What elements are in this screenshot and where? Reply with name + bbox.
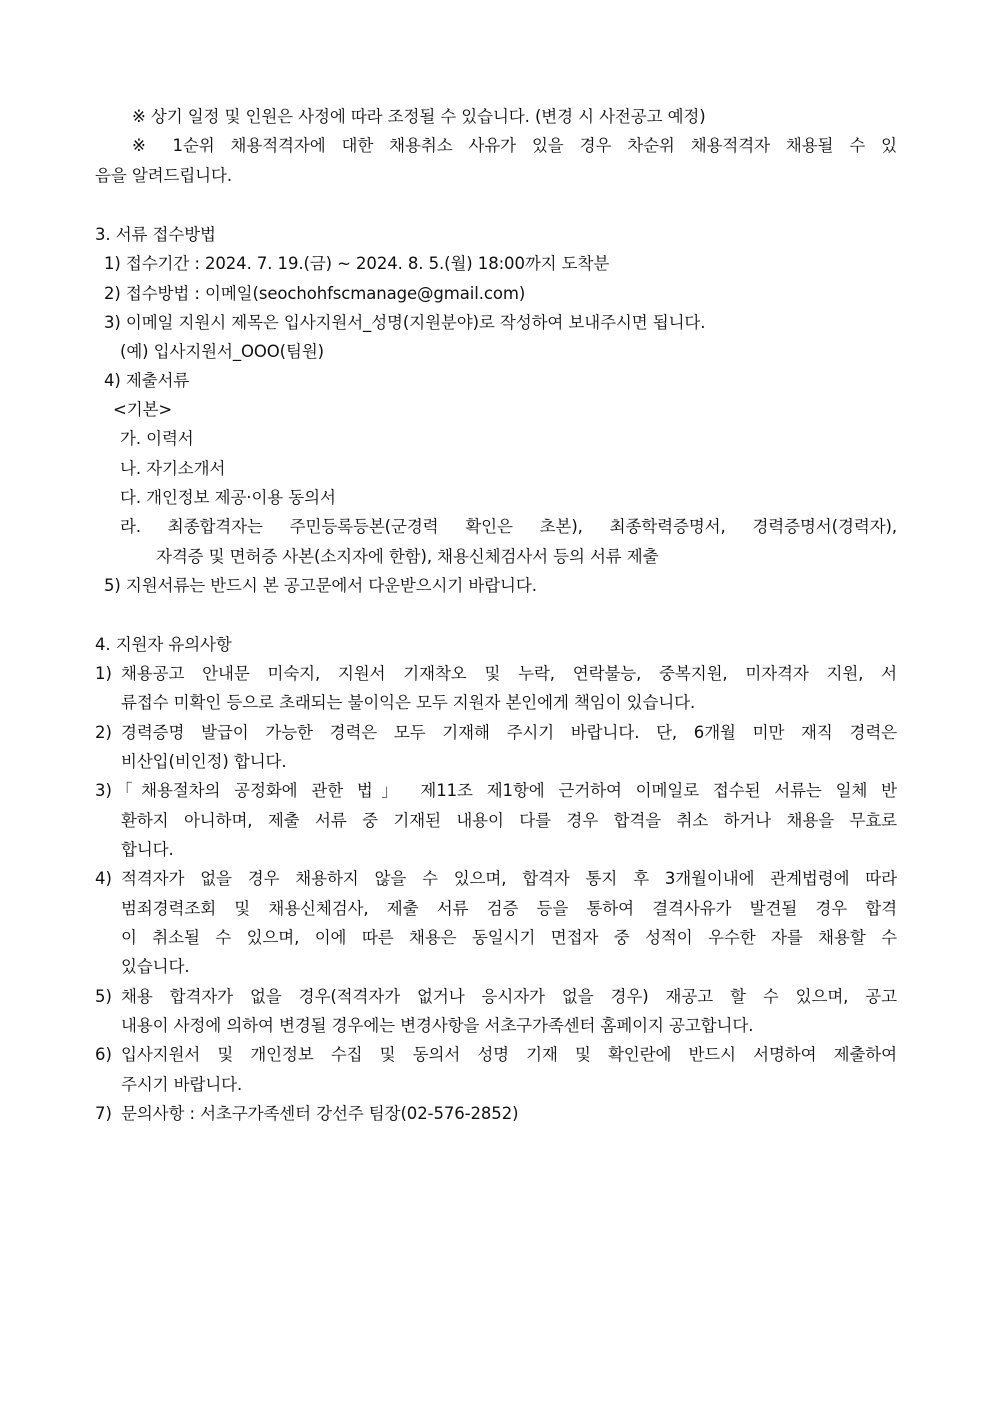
notice-3-line3: 합니다. <box>121 840 174 859</box>
notice-6-line1: 입사지원서 및 개인정보 수집 및 동의서 성명 기재 및 확인란에 반드시 서명하여 제출하여 <box>121 1045 897 1064</box>
notice-2-line1: 경력증명 발급이 가능한 경력은 모두 기재해 주시기 바랍니다. 단, 6개월 미만 재직 경력은 <box>121 723 897 742</box>
notice-3-line1: 「채용절차의 공정화에 관한 법」 제11조 제1항에 근거하여 이메일로 접수된 서류는 일체 반 <box>116 781 897 800</box>
notice-2-line2: 비산입(비인정) 합니다. <box>121 752 287 771</box>
application-method: 2) 접수방법 : 이메일(seochohfscmanage@gmail.com) <box>104 284 526 303</box>
notice-6-number: 6) <box>95 1045 112 1064</box>
doc-final-line2: 자격증 및 면허증 사본(소지자에 한함), 채용신체검사서 등의 서류 제출 <box>156 547 659 566</box>
doc-privacy-consent: 다. 개인정보 제공·이용 동의서 <box>120 488 336 507</box>
application-period: 1) 접수기간 : 2024. 7. 19.(금) ~ 2024. 8. 5.(월) 18:00까지 도착분 <box>104 254 610 273</box>
download-notice: 5) 지원서류는 반드시 본 공고문에서 다운받으시기 바랍니다. <box>104 576 537 595</box>
priority-note-line2: 음을 알려드립니다. <box>95 166 233 185</box>
notice-4-line3: 이 취소될 수 있으며, 이에 따른 채용은 동일시기 면접자 중 성적이 우수한 자를 채용할 수 <box>121 928 897 947</box>
notice-7-number: 7) <box>95 1104 112 1123</box>
submission-docs-heading: 4) 제출서류 <box>104 371 190 390</box>
basic-docs-label: <기본> <box>113 400 173 419</box>
notice-4-line1: 적격자가 없을 경우 채용하지 않을 수 있으며, 합격자 통지 후 3개월이내에 관계법령에 따라 <box>121 869 897 888</box>
notice-1-line1: 채용공고 안내문 미숙지, 지원서 기재착오 및 누락, 연락불능, 중복지원, 미자격자 지원, 서 <box>121 664 897 683</box>
notice-4-line2: 범죄경력조회 및 채용신체검사, 제출 서류 검증 등을 통하여 결격사유가 발견될 경우 합격 <box>121 899 897 918</box>
doc-final-line1: 라. 최종합격자는 주민등록등본(군경력 확인은 초본), 최종학력증명서, 경력증명서(경력자), <box>120 517 897 536</box>
email-subject-rule: 3) 이메일 지원시 제목은 입사지원서_성명(지원분야)로 작성하여 보내주시면 됩니다. <box>104 313 706 332</box>
notice-6-line2: 주시기 바랍니다. <box>121 1075 243 1094</box>
notice-1-number: 1) <box>95 664 112 683</box>
notice-3-line2: 환하지 아니하며, 제출 서류 중 기재된 내용이 다를 경우 합격을 취소 하거나 채용을 무효로 <box>121 811 897 830</box>
notice-3-number: 3) <box>95 781 112 800</box>
priority-note-line1: ※ 1순위 채용적격자에 대한 채용취소 사유가 있을 경우 차순위 채용적격자 채용될 수 있 <box>132 136 897 155</box>
schedule-note: ※ 상기 일정 및 인원은 사정에 따라 조정될 수 있습니다. (변경 시 사전공고 예정) <box>132 107 706 126</box>
notice-5-line2: 내용이 사정에 의하여 변경될 경우에는 변경사항을 서초구가족센터 홈페이지 공고합니다. <box>121 1016 754 1035</box>
notice-4-line4: 있습니다. <box>121 957 190 976</box>
notice-1-line2: 류접수 미확인 등으로 초래되는 불이익은 모두 지원자 본인에게 책임이 있습니다. <box>121 693 696 712</box>
section3-heading: 3. 서류 접수방법 <box>95 225 216 244</box>
contact-info: 문의사항 : 서초구가족센터 강선주 팀장(02-576-2852) <box>121 1104 519 1123</box>
doc-resume: 가. 이력서 <box>120 429 194 448</box>
notice-5-line1: 채용 합격자가 없을 경우(적격자가 없거나 응시자가 없을 경우) 재공고 할 수 있으며, 공고 <box>121 987 897 1006</box>
notice-5-number: 5) <box>95 987 112 1006</box>
notice-2-number: 2) <box>95 723 112 742</box>
doc-cover-letter: 나. 자기소개서 <box>120 459 226 478</box>
section4-heading: 4. 지원자 유의사항 <box>95 635 232 654</box>
notice-4-number: 4) <box>95 869 112 888</box>
email-subject-example: (예) 입사지원서_OOO(팀원) <box>120 342 325 361</box>
